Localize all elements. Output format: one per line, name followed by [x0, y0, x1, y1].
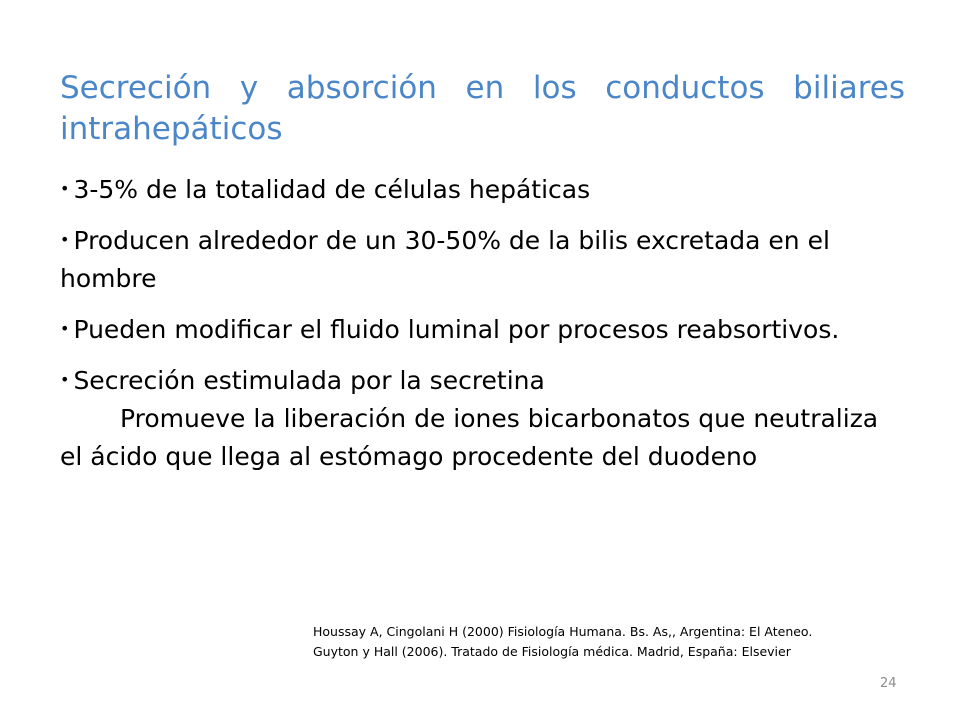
bullet-text: Pueden modificar el fluido luminal por procesos reabsortivos.: [73, 315, 840, 344]
bullet-item: [60, 361, 905, 476]
references: [313, 622, 873, 662]
reference-item: Guyton y Hall (2006). Tratado de Fisiología médica. Madrid, España: Elsevier: [313, 644, 791, 659]
slide-title: Secreción y absorción en los conductos biliares intrahepáticos: [60, 70, 905, 147]
bullet-item: [60, 221, 905, 298]
bullet-item: [60, 170, 905, 209]
bullet-icon: •: [60, 319, 70, 338]
bullet-icon: •: [60, 230, 70, 249]
bullet-item: [60, 310, 905, 349]
bullet-list: [60, 170, 905, 488]
bullet-text: 3-5% de la totalidad de células hepáticas: [73, 175, 591, 204]
bullet-icon: •: [60, 179, 70, 198]
bullet-text: Producen alrededor de un 30-50% de la bilis excretada en el hombre: [60, 226, 830, 293]
bullet-text: Secreción estimulada por la secretina: [73, 366, 545, 395]
reference-item: Houssay A, Cingolani H (2000) Fisiología Humana. Bs. As,, Argentina: El Ateneo.: [313, 624, 813, 639]
page-number: 24: [880, 676, 897, 691]
bullet-icon: •: [60, 370, 70, 389]
bullet-continuation-text: Promueve la liberación de iones bicarbonatos que neutraliza el ácido que llega al estómago procedente del duodeno: [60, 404, 879, 471]
